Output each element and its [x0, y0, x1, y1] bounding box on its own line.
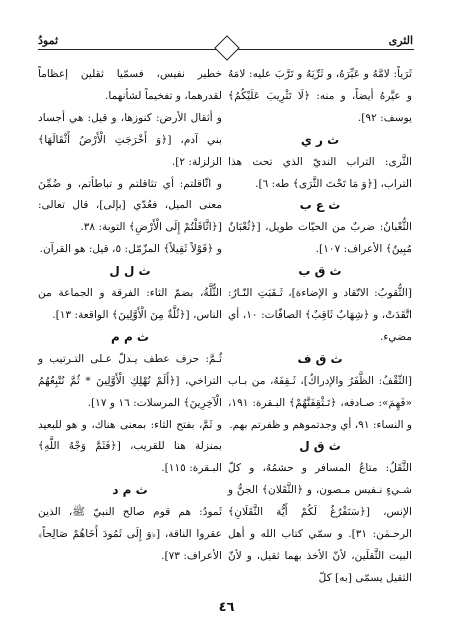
root-heading: ث ق ف [297, 351, 343, 366]
header-rule-right [236, 49, 414, 50]
right-column [228, 64, 412, 590]
entry-text: الثَّرى: التراب النديّ الذي تحت هذا التراب، [﴿وَ مَا تَحْتَ الثَّرَى﴾ طه: ٦]. [228, 155, 412, 190]
running-head-left: ثمودُ [38, 34, 59, 47]
left-column [38, 64, 222, 568]
entry-text: ثَرَياً: لامَّهُ و عَيِّرَهُ، و ثَرِّيَهُ و تَرَّبَ عليه: لامَهُ و عيَّرهُ أيضاً، و منه: ﴿لَا تَثْرِيبَ عَلَيْكُمُ﴾ يوسف: ٩٢]. [228, 68, 412, 124]
entry-text: الثَّقَلُ: متاعُ المسافر و حشمُهُ، و كلّ شـيءٍ نـفيس مـصون، و ﴿الثَّقَلان﴾ الجنُّ و الإنس، [﴿سَنَفْرُغُ لَكُمْ أَيُّهَ الثَّقَلَانِ﴾ الرحـمٰن: ٣١]. و سمّي كتاب الله و أهل البيت الثَّقلَين، لأنّ الأخذ بهما ثقيل، و لأنّ الثقيل يسمّى [به] كلّ [228, 462, 413, 584]
entry-text: الثُّلَّةُ، بضمّ الثاء: الفرقة و الجماعة من الناس، [﴿ثُلَّةٌ مِنَ الْأَوَّلِينَ﴾ الواقعة: ١٣]. [38, 287, 222, 321]
entry-text: و أثقال الأرض: كنوزها، و قيل: هي أجساد بني آدم، [﴿وَ أَخْرَجَتِ الْأَرْضُ أَثْقَالَهَا﴾ الزلزلة: ٢]. [38, 111, 222, 168]
root-heading: ث ق ل [299, 439, 341, 454]
entry-text: الثُّعْبانُ: ضربٌ من الحيّات طويل، [﴿ثُعْبَانٌ مُبِينٌ﴾ الأعراف: ١٠٧]. [228, 221, 412, 256]
entry-text: و اثّاقلتم: أي تثاقلتم و تباطأتم، و ضُمِّنَ معنى الميل، فعُدّي [بإلى]، قال تعالى: [﴿اثَّاقَلْتُمْ إِلَى الْأَرْضِ﴾ التوبة: ٣٨. [38, 177, 222, 234]
entry-text: ثَمودُ: هم قوم صالح النبيّ ﷺ، الذين عقروا الناقة، [﴿وَ إِلَى ثَمُودَ أَخَاهُمْ صَالِحاً﴾ الأعراف: ٧٣]. [38, 506, 222, 562]
entry-text: و ﴿قَوْلاً ثَقِيلاً﴾ المزّمّل: ٥، قيل: هو القرآن. [39, 243, 222, 256]
root-heading: ث ل ل [109, 264, 151, 279]
root-heading: ث ر ي [300, 132, 340, 147]
entry-text: خطير نفيس، فسمّيا ثقلين إعظاماً لقدرهما، و تفخيماً لشأنهما. [38, 68, 222, 102]
page-number: ٤٦ [218, 600, 235, 615]
root-heading: ث م د [112, 483, 148, 498]
root-heading: ث م م [110, 329, 149, 344]
entry-text: و ثَمَّ، بفتح الثاء: بمعنى هناك، و هو للبعيد بمنزلة هنا للقريب، [﴿فَثَمَّ وَجْهُ اللَّهِ﴾ البـقرة: ١١٥]. [38, 418, 222, 475]
entry-text: ثُـمَّ: حرف عطف يـدلّ عـلى التـرتيب و التراخي، [﴿أَلَمْ نُهْلِكِ الْأَوَّلِينَ * ثُمَّ نُتْبِعُهُمُ الْآخِرِينَ﴾ المرسلات: ١٦ و ١٧]. [38, 352, 222, 409]
header-rule-left [38, 49, 216, 50]
entry-text: [الثُّقوبُ: الاتّقاد و الإضاءة]، ثَـقَبَتِ النّـارُ: اتَّقَدَتْ، و ﴿شِهَابٌ ثَاقِبٌ﴾ الصافّات: ١٠، أي مضيء. [228, 287, 412, 343]
entry-text: [الثّقْفُ: الظَّفَرُ والإدراكُ]، ثَـقِفَهُ، من بـاب «فَهِمَ»: صـادفه، ﴿تَـثْقِفَنَّهُمْ﴾ البـقرة: ١٩١، و النساء: ٩١، أي وجدتموهم و ظفرتم بهم. [228, 374, 412, 431]
root-heading: ث ق ب [298, 264, 342, 279]
root-heading: ث ع ب [299, 198, 341, 213]
diamond-ornament [214, 35, 239, 60]
running-head-right: الثرى [388, 34, 413, 47]
